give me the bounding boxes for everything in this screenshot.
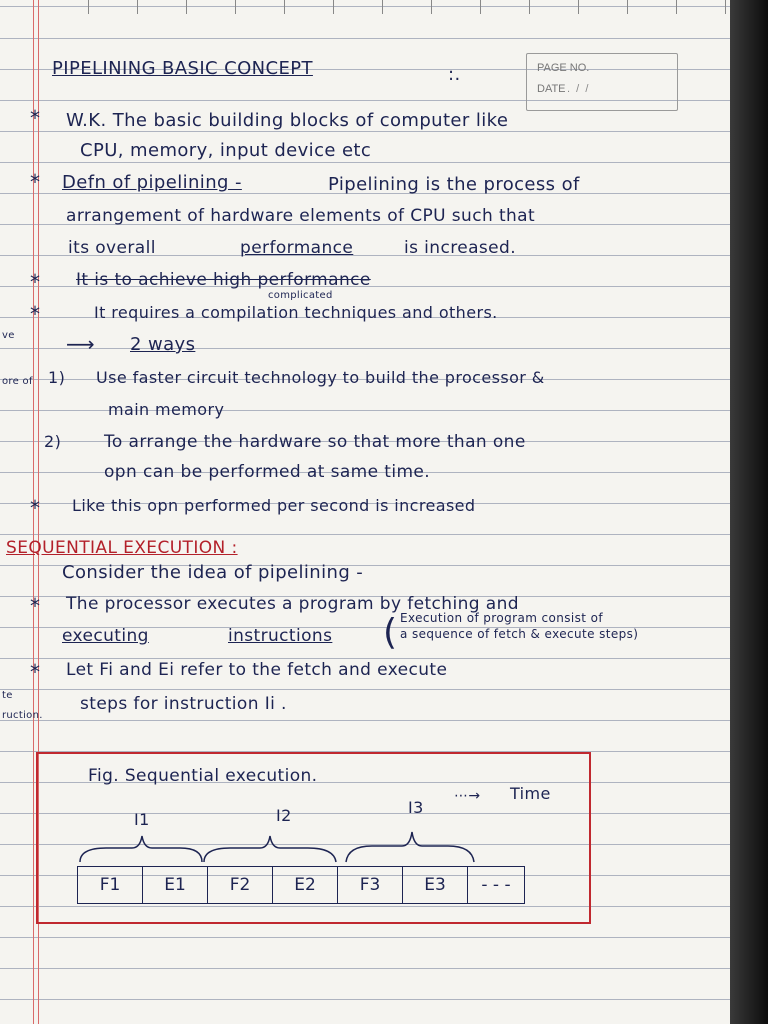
page-number-box <box>526 53 678 111</box>
instr-label: I1 <box>134 810 150 829</box>
bullet-star-icon: * <box>30 660 40 684</box>
text-line: its overall <box>68 238 156 258</box>
pipeline-cell: - - - <box>467 866 525 904</box>
instr-label: I2 <box>276 806 292 825</box>
text-line: W.K. The basic building blocks of computer like <box>66 110 509 131</box>
margin-note: ore of <box>2 376 33 387</box>
text-line: complicated <box>268 290 333 301</box>
text-line: It is to achieve high performance <box>76 270 371 290</box>
text-line: Like this opn performed per second is increased <box>72 496 476 515</box>
text-line: To arrange the hardware so that more than one <box>104 432 526 452</box>
text-line: performance <box>240 238 354 258</box>
bullet-star-icon: * <box>30 594 40 618</box>
pipeline-cell: E3 <box>402 866 467 904</box>
paren-icon: ( <box>383 612 398 653</box>
pipeline-cell: E1 <box>142 866 207 904</box>
text-line: Defn of pipelining - <box>62 172 242 193</box>
time-label: Time <box>510 784 551 803</box>
bullet-star-icon: * <box>30 106 40 130</box>
pipeline-cell: F1 <box>77 866 142 904</box>
text-line: a sequence of fetch & execute steps) <box>400 627 639 641</box>
date-label: DATE <box>537 83 566 95</box>
text-line: The processor executes a program by fetching and <box>66 594 519 614</box>
figure-caption: Fig. Sequential execution. <box>88 766 318 786</box>
page-title: PIPELINING BASIC CONCEPT <box>52 58 313 79</box>
margin-note: ve <box>2 330 15 341</box>
brace-group-icon <box>76 826 476 866</box>
pipeline-cell: F2 <box>207 866 272 904</box>
pipeline-diagram <box>77 866 525 904</box>
text-line: instructions <box>228 626 333 646</box>
pipeline-cell: E2 <box>272 866 337 904</box>
text-line: Consider the idea of pipelining - <box>62 562 364 583</box>
margin-note: ruction. <box>2 710 43 721</box>
text-line: Use faster circuit technology to build the processor & <box>96 368 545 387</box>
text-line: Let Fi and Ei refer to the fetch and execute <box>66 660 448 680</box>
text-line: executing <box>62 626 149 646</box>
text-line: 2 ways <box>130 334 196 355</box>
bullet-star-icon: * <box>30 496 40 520</box>
text-line: main memory <box>108 400 225 419</box>
margin-note: te <box>2 690 13 701</box>
bullet-star-icon: * <box>30 170 40 194</box>
text-line: opn can be performed at same time. <box>104 462 431 482</box>
list-number: 2) <box>44 432 62 451</box>
section-heading: SEQUENTIAL EXECUTION : <box>6 538 238 558</box>
arrow-icon: ⟶ <box>66 332 96 356</box>
list-number: 1) <box>48 368 66 387</box>
text-line: CPU, memory, input device etc <box>80 140 372 161</box>
title-colon: :. <box>448 64 461 85</box>
date-field: . / / <box>567 83 589 95</box>
dotted-arrow-icon: ⋯→ <box>454 788 481 804</box>
bullet-star-icon: * <box>30 270 40 294</box>
instr-label: I3 <box>408 798 424 817</box>
text-line: Pipelining is the process of <box>328 174 580 195</box>
page-no-label: PAGE NO. <box>537 62 590 74</box>
text-line: arrangement of hardware elements of CPU such that <box>66 206 536 226</box>
bullet-star-icon: * <box>30 302 40 326</box>
text-line: Execution of program consist of <box>400 611 603 625</box>
text-line: It requires a compilation techniques and others. <box>94 303 498 322</box>
page-top-edge <box>40 0 730 14</box>
text-line: steps for instruction Ii . <box>80 694 287 714</box>
page-edge-shadow <box>730 0 768 1024</box>
text-line: is increased. <box>404 238 517 258</box>
pipeline-cell: F3 <box>337 866 402 904</box>
